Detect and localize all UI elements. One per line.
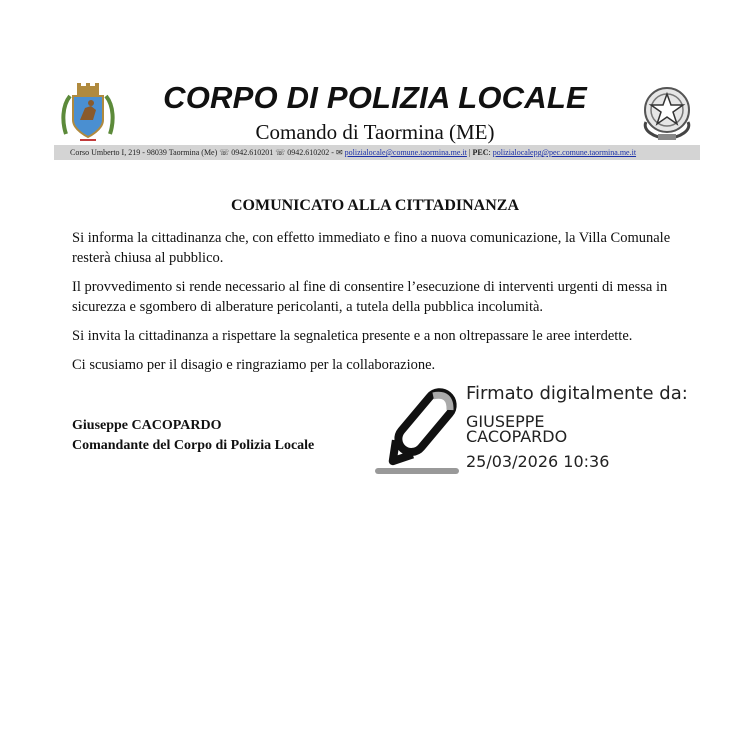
signer-role: Comandante del Corpo di Polizia Locale	[72, 438, 315, 453]
organization-title: CORPO DI POLIZIA LOCALE	[163, 80, 587, 115]
phone-icon: ☏	[219, 148, 232, 157]
pen-signature-icon	[372, 380, 462, 478]
signature-datetime: 25/03/2026 10:36	[466, 452, 610, 471]
signature-name-line-2: CACOPARDO	[466, 427, 568, 446]
email-link[interactable]: polizialocale@comune.taormina.me.it	[344, 148, 467, 157]
document-body	[72, 228, 684, 384]
document-heading: COMUNICATO ALLA CITTADINANZA	[230, 197, 520, 214]
organization-subtitle: Comando di Taormina (ME)	[255, 120, 495, 144]
pec-email-link[interactable]: polizialocalepg@pec.comune.taormina.me.it	[492, 148, 637, 157]
paragraph: Si invita la cittadinanza a rispettare la segnaletica presente e a non oltrepassare le aree interdette.	[72, 328, 633, 344]
paragraph: Il provvedimento si rende necessario al fine di consentire l’esecuzione di interventi urgenti di messa in sicurezza e sgombero di alberature pericolanti, a tutela della pubblica incolumità.	[72, 279, 668, 315]
digital-signature-block	[466, 382, 688, 472]
mail-icon: ✉	[335, 148, 345, 157]
signature-name-line-1: GIUSEPPE	[466, 412, 545, 431]
signature-name	[466, 414, 688, 444]
paragraph: Si informa la cittadinanza che, con effetto immediato e fino a nuova comunicazione, la Villa Comunale resterà chiusa al pubblico.	[72, 230, 671, 266]
taormina-coat-of-arms-icon	[60, 82, 116, 144]
contact-phone-1: 0942.610201	[231, 148, 274, 157]
paragraph: Ci scusiamo per il disagio e ringraziamo per la collaborazione.	[72, 357, 436, 373]
phone-icon: ☏	[275, 148, 288, 157]
contact-phone-2: 0942.610202	[287, 148, 330, 157]
contact-address: Corso Umberto I, 219 - 98039 Taormina (Me)	[70, 148, 218, 157]
contact-bar: Corso Umberto I, 219 - 98039 Taormina (Me) ☏ 0942.610201 ☏ 0942.610202 - ✉ polizialocale@comune.taormina.me.it | PEC: polizialocalepg@pec.comune.taormina.me.it	[54, 145, 700, 160]
italian-republic-emblem-icon	[638, 80, 696, 142]
signer-name: Giuseppe CACOPARDO	[72, 418, 222, 433]
pec-label: PEC	[472, 148, 489, 157]
signer-block	[72, 416, 314, 456]
signature-label: Firmato digitalmente da:	[466, 383, 688, 404]
